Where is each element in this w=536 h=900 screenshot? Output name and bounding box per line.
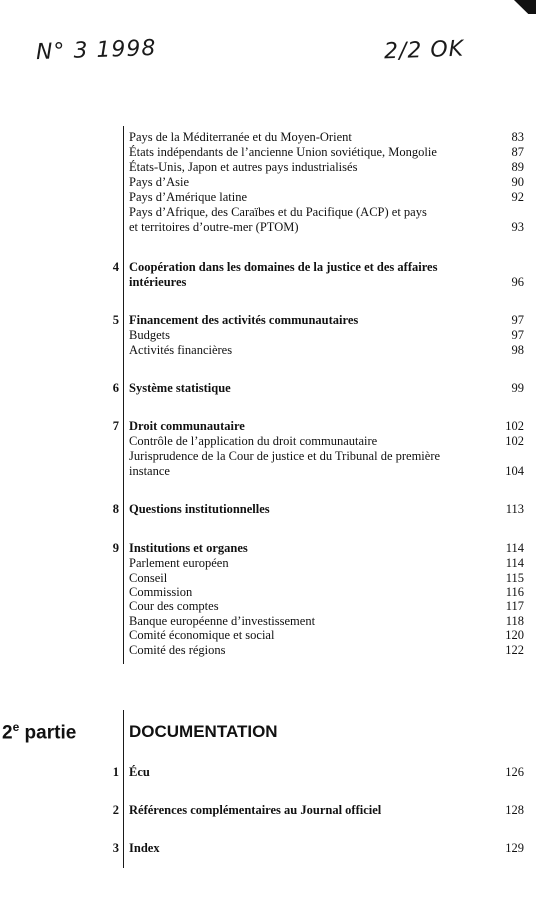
handwritten-issue-note: N° 3 1998 — [35, 35, 157, 66]
toc-entry-page: 104 — [505, 464, 524, 478]
toc-entry — [129, 205, 524, 219]
scan-corner-mark — [514, 0, 536, 14]
toc-entry-title: Commission — [129, 585, 193, 599]
toc-entry — [129, 614, 524, 628]
toc-entry-title: instance — [129, 464, 170, 478]
toc-entry-page: 114 — [505, 556, 524, 570]
section-number: 9 — [112, 541, 119, 555]
toc-entry — [129, 328, 524, 342]
toc-entry-page: 87 — [511, 145, 524, 159]
toc-entry-page: 118 — [505, 614, 524, 628]
toc-entry — [129, 571, 524, 585]
section-title: Références complémentaires au Journal officiel — [129, 803, 382, 817]
toc-entry — [129, 160, 524, 174]
toc-entry-page: 98 — [511, 343, 524, 357]
section-number: 7 — [112, 419, 119, 433]
toc-vertical-rule — [123, 126, 124, 664]
toc-entry-title: États-Unis, Japon et autres pays industrialisés — [129, 160, 358, 174]
toc-entry-title: Cour des comptes — [129, 599, 219, 613]
section-number: 1 — [112, 765, 119, 779]
toc-entry — [129, 628, 524, 642]
section-number: 8 — [112, 502, 119, 516]
toc-entry — [129, 343, 524, 357]
toc-entry-page: 116 — [505, 585, 524, 599]
toc-entry-title: Pays d’Afrique, des Caraïbes et du Pacifique (ACP) et pays — [129, 205, 427, 219]
toc-entry-title: Banque européenne d’investissement — [129, 614, 316, 628]
toc-entry — [129, 434, 524, 448]
section-heading — [129, 541, 524, 555]
toc-entry-page: 83 — [511, 130, 524, 144]
toc-entry-page: 120 — [505, 628, 524, 642]
toc-entry — [129, 643, 524, 657]
section-title: Droit communautaire — [129, 419, 245, 433]
section-page: 129 — [505, 841, 524, 855]
toc-entry — [129, 599, 524, 613]
section-page: 113 — [505, 502, 524, 516]
toc-entry-page: 90 — [511, 175, 524, 189]
toc-entry-title: Comité des régions — [129, 643, 226, 657]
section-page: 96 — [511, 275, 524, 289]
section-number: 2 — [112, 803, 119, 817]
toc-entry — [129, 556, 524, 570]
section-heading — [129, 765, 524, 779]
section-title: Institutions et organes — [129, 541, 248, 555]
toc-entry-title: Pays d’Amérique latine — [129, 190, 248, 204]
handwritten-part-note: 2/2 OK — [383, 36, 465, 65]
part-label — [2, 720, 76, 744]
toc-entry — [129, 130, 524, 144]
section-page: 102 — [505, 419, 524, 433]
section-page: 99 — [511, 381, 524, 395]
section-title: Questions institutionnelles — [129, 502, 270, 516]
toc-entry-page: 102 — [505, 434, 524, 448]
section-heading — [129, 313, 524, 327]
toc-entry — [129, 585, 524, 599]
section-title: Index — [129, 841, 160, 855]
section-page: 114 — [505, 541, 524, 555]
section-title: Écu — [129, 765, 150, 779]
section-heading — [129, 275, 524, 289]
part-label-word: partie — [19, 722, 77, 744]
toc-entry-title: Jurisprudence de la Cour de justice et du Tribunal de première — [129, 449, 441, 463]
section-number: 3 — [112, 841, 119, 855]
section-page: 97 — [511, 313, 524, 327]
section-heading — [129, 803, 524, 817]
section-title: Financement des activités communautaires — [129, 313, 359, 327]
section-number: 6 — [112, 381, 119, 395]
section-title: intérieures — [129, 275, 187, 289]
toc-entry-page: 115 — [505, 571, 524, 585]
toc-entry-page: 89 — [511, 160, 524, 174]
part2-vertical-rule — [123, 710, 124, 868]
toc-entry-page: 122 — [505, 643, 524, 657]
toc-entry-title: États indépendants de l’ancienne Union soviétique, Mongolie — [129, 145, 437, 159]
toc-entry-title: et territoires d’outre-mer (PTOM) — [129, 220, 299, 234]
part-title: DOCUMENTATION — [129, 722, 278, 741]
section-heading — [129, 841, 524, 855]
toc-entry-title: Budgets — [129, 328, 170, 342]
toc-entry — [129, 175, 524, 189]
toc-entry-page: 97 — [511, 328, 524, 342]
section-heading — [129, 502, 524, 516]
part-label-ordinal: e — [12, 720, 20, 734]
section-page: 126 — [505, 765, 524, 779]
toc-entry-title: Activités financières — [129, 343, 233, 357]
section-heading — [129, 419, 524, 433]
section-number: 4 — [112, 260, 119, 274]
toc-entry-page: 93 — [511, 220, 524, 234]
section-title: Système statistique — [129, 381, 231, 395]
toc-entry-title: Parlement européen — [129, 556, 229, 570]
toc-entry-page: 92 — [511, 190, 524, 204]
toc-entry-title: Comité économique et social — [129, 628, 275, 642]
section-heading — [129, 260, 524, 274]
toc-entry-title: Contrôle de l’application du droit communautaire — [129, 434, 378, 448]
section-heading — [129, 381, 524, 395]
toc-entry — [129, 449, 524, 463]
toc-entry-title: Conseil — [129, 571, 168, 585]
section-number: 5 — [112, 313, 119, 327]
section-title: Coopération dans les domaines de la justice et des affaires — [129, 260, 438, 274]
toc-entry-title: Pays d’Asie — [129, 175, 190, 189]
toc-entry — [129, 464, 524, 478]
toc-entry — [129, 145, 524, 159]
toc-entry-page: 117 — [505, 599, 524, 613]
part-label-number: 2 — [2, 722, 13, 744]
toc-entry — [129, 220, 524, 234]
toc-entry — [129, 190, 524, 204]
toc-entry-title: Pays de la Méditerranée et du Moyen-Orient — [129, 130, 352, 144]
section-page: 128 — [505, 803, 524, 817]
